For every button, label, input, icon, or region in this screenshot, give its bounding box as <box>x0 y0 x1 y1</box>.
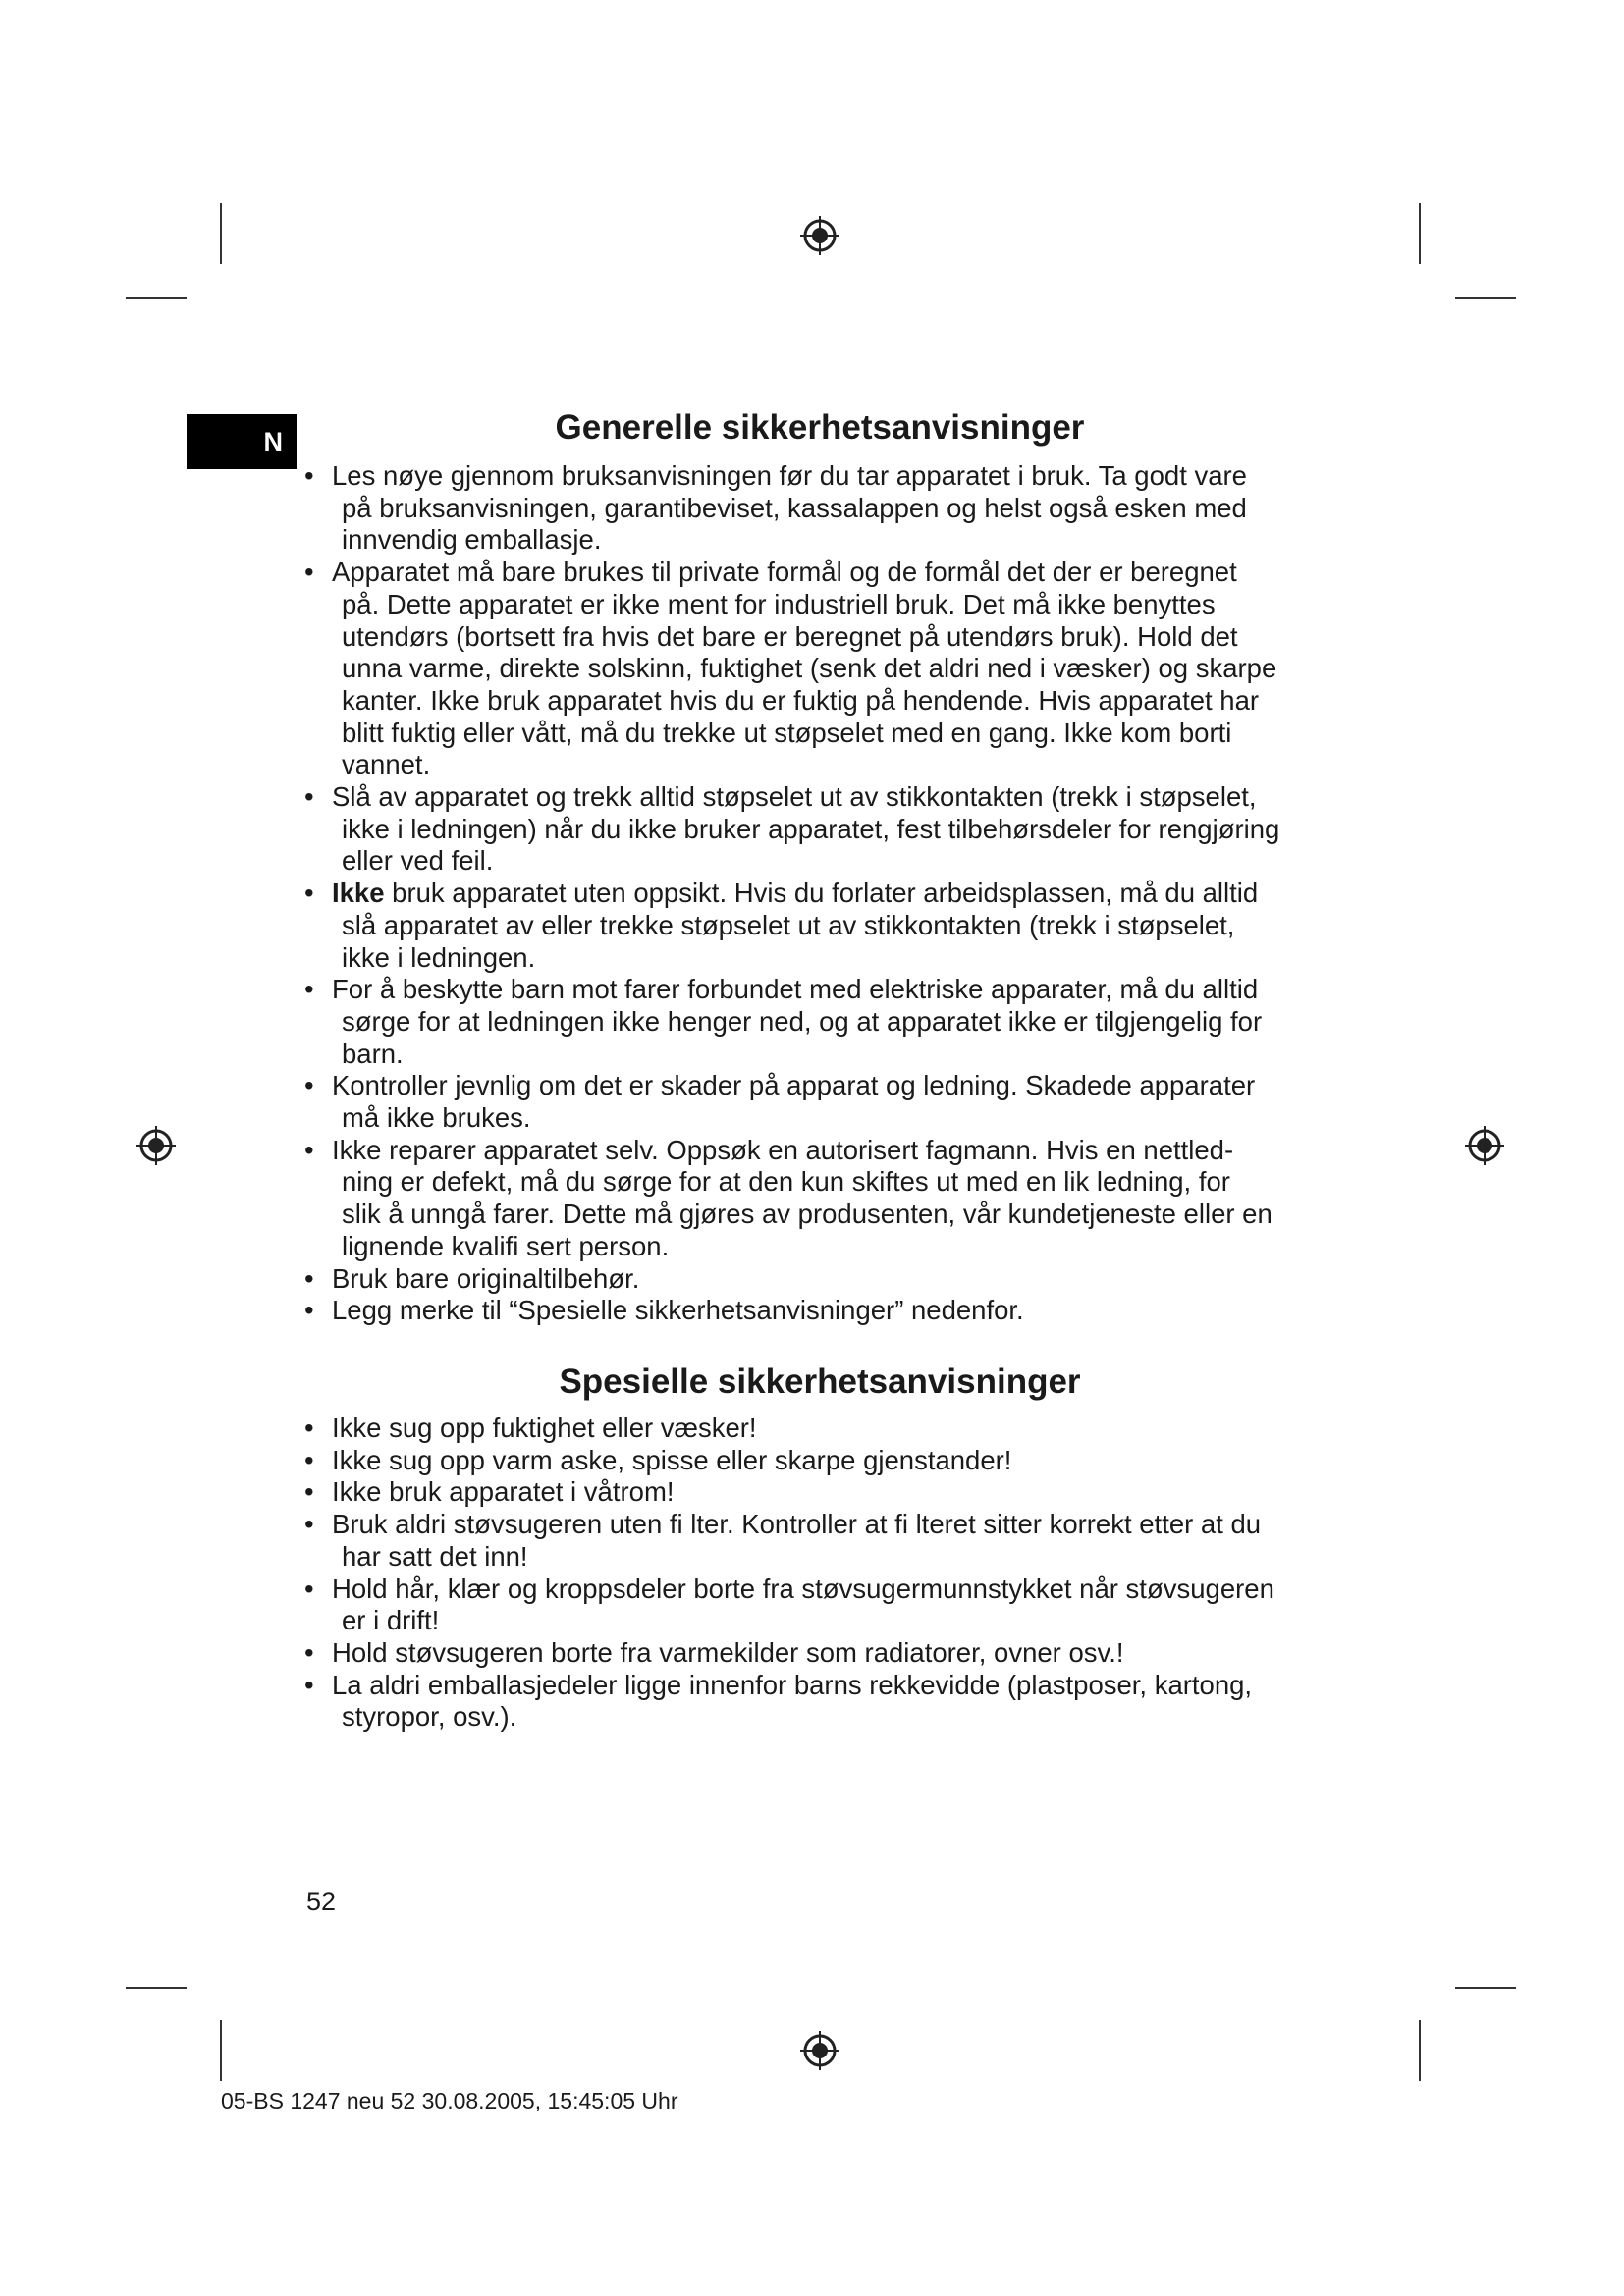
special-safety-list <box>295 1413 1355 1734</box>
list-item-line: • Hold hår, klær og kroppsdeler borte fra støvsugermunnstykket når støvsugeren <box>332 1573 1274 1604</box>
list-item <box>295 1445 1355 1477</box>
list-item-line: • Kontroller jevnlig om det er skader på apparat og ledning. Skadede apparater <box>332 1070 1256 1101</box>
list-item-line: sørge for at ledningen ikke henger ned, og at apparatet ikke er tilgjengelig for <box>342 1005 1263 1037</box>
list-item-line: på. Dette apparatet er ikke ment for industriell bruk. Det må ikke benyttes <box>342 588 1216 619</box>
list-item-line: må ikke brukes. <box>342 1102 531 1134</box>
list-item-line: barn. <box>342 1038 404 1069</box>
list-item <box>295 974 1355 1070</box>
list-item <box>295 1509 1355 1573</box>
list-item <box>295 1476 1355 1509</box>
section-title-special-safety: Spesielle sikkerhetsanvisninger <box>559 1362 1081 1401</box>
list-item <box>295 1135 1355 1263</box>
section-title-general-safety: Generelle sikkerhetsanvisninger <box>555 408 1085 447</box>
page-number: 52 <box>306 1887 337 1916</box>
registration-target-icon <box>798 214 841 257</box>
list-item-line: er i drift! <box>342 1605 440 1636</box>
list-item-line: blitt fuktig eller vått, må du trekke ut støpselet med en gang. Ikke kom borti <box>342 717 1232 748</box>
list-item-line: • Legg merke til “Spesielle sikkerhetsanvisninger” nedenfor. <box>332 1295 1024 1326</box>
list-item-line: • Bruk aldri støvsugeren uten fi lter. Kontroller at fi lteret sitter korrekt etter at du <box>332 1509 1262 1540</box>
list-item-line: ikke i ledningen. <box>342 941 536 973</box>
list-item-line: innvendig emballasje. <box>342 524 602 556</box>
crop-mark-bottom-right-horizontal <box>1455 1987 1516 1989</box>
list-item <box>295 781 1355 878</box>
list-item-line: • Ikke bruk apparatet uten oppsikt. Hvis du forlater arbeidsplassen, må du alltid <box>332 878 1259 909</box>
registration-target-icon <box>135 1124 178 1167</box>
list-item <box>295 878 1355 974</box>
list-item-line: ning er defekt, må du sørge for at den kun skiftes ut med en lik ledning, for <box>342 1166 1230 1198</box>
crop-mark-bottom-left-horizontal <box>126 1987 187 1989</box>
list-item-line: • Bruk bare originaltilbehør. <box>332 1262 640 1294</box>
list-item-line: • Ikke sug opp fuktighet eller væsker! <box>332 1413 757 1443</box>
list-item-line: • For å beskytte barn mot farer forbundet med elektriske apparater, må du alltid <box>332 974 1259 1005</box>
crop-mark-bottom-left-vertical <box>220 2020 222 2081</box>
list-item-line: • Les nøye gjennom bruksanvisningen før du tar apparatet i bruk. Ta godt vare <box>332 460 1247 491</box>
list-item-line: unna varme, direkte solskinn, fuktighet (senk det aldri ned i væsker) og skarpe <box>342 653 1277 684</box>
list-item <box>295 1574 1355 1637</box>
list-item <box>295 460 1355 557</box>
crop-mark-top-left-horizontal <box>126 297 187 299</box>
crop-mark-bottom-right-vertical <box>1419 2020 1421 2081</box>
list-item-line: slik å unngå farer. Dette må gjøres av produsenten, vår kundetjeneste eller en <box>342 1199 1272 1230</box>
list-item-line: • La aldri emballasjedeler ligge innenfor barns rekkevidde (plastposer, kartong, <box>332 1669 1253 1700</box>
list-item-line: slå apparatet av eller trekke støpselet ut av stikkontakten (trekk i støpselet, <box>342 909 1235 940</box>
bold-lead-text: Ikke <box>332 878 385 909</box>
list-item <box>295 1670 1355 1734</box>
list-item <box>295 1295 1355 1327</box>
list-item-line: ikke i ledningen) når du ikke bruker apparatet, fest tilbehørsdeler for rengjøring <box>342 813 1280 844</box>
list-item <box>295 557 1355 781</box>
list-item <box>295 1263 1355 1296</box>
list-item-line: på bruksanvisningen, garantibeviset, kassalappen og helst også esken med <box>342 492 1247 523</box>
list-item-line: • Ikke bruk apparatet i våtrom! <box>332 1476 675 1508</box>
crop-mark-top-right-horizontal <box>1455 297 1516 299</box>
general-safety-list <box>295 460 1355 1327</box>
list-item-line: styropor, osv.). <box>342 1701 517 1733</box>
list-item-line: • Apparatet må bare brukes til private formål og de formål det der er beregnet <box>332 557 1237 588</box>
crop-mark-top-right-vertical <box>1419 203 1421 264</box>
list-item <box>295 1637 1355 1670</box>
list-item-line: vannet. <box>342 749 431 780</box>
list-item-line: • Ikke reparer apparatet selv. Oppsøk en autorisert fagmann. Hvis en nettled- <box>332 1134 1234 1165</box>
print-footer: 05-BS 1247 neu 52 30.08.2005, 15:45:05 Uhr <box>221 2088 678 2113</box>
list-item-line: kanter. Ikke bruk apparatet hvis du er fuktig på hendende. Hvis apparatet har <box>342 684 1260 716</box>
list-item <box>295 1413 1355 1445</box>
crop-mark-top-left-vertical <box>220 203 222 264</box>
registration-target-icon <box>798 2029 841 2072</box>
list-item <box>295 1070 1355 1134</box>
list-item-line: lignende kvalifi sert person. <box>342 1230 670 1261</box>
list-item-line: utendørs (bortsett fra hvis det bare er beregnet på utendørs bruk). Hold det <box>342 620 1238 652</box>
list-item-line: eller ved feil. <box>342 845 494 877</box>
registration-target-icon <box>1463 1124 1506 1167</box>
list-item-line: • Ikke sug opp varm aske, spisse eller skarpe gjenstander! <box>332 1444 1012 1475</box>
list-item-line: • Hold støvsugeren borte fra varmekilder som radiatorer, ovner osv.! <box>332 1636 1124 1668</box>
list-item-line: har satt det inn! <box>342 1540 528 1572</box>
list-item-line: • Slå av apparatet og trekk alltid støpselet ut av stikkontakten (trekk i støpselet, <box>332 781 1257 813</box>
language-tab: N <box>187 414 297 469</box>
